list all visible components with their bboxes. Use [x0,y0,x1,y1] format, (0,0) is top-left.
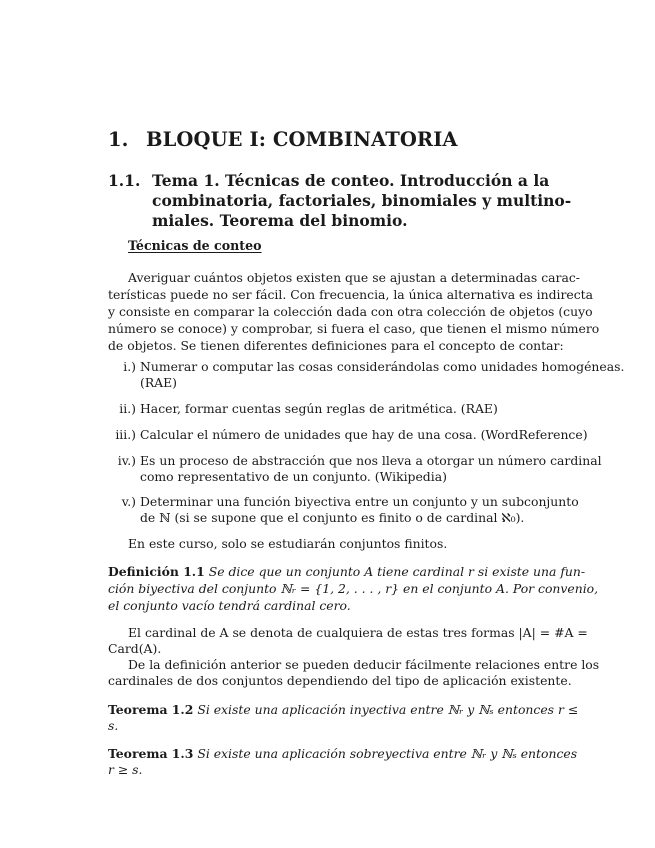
subsection-number: 1.1. [108,171,141,190]
intro-line: y consiste en comparar la colección dada con otra colección de objetos (cuyo [108,304,593,319]
list-item-text: Es un proceso de abstracción que nos lleva a otorgar un número cardinal [140,453,602,468]
theorem-3-line: r ≥ s. [108,762,143,777]
list-item-text: como representativo de un conjunto. (Wikipedia) [140,469,447,484]
list-item-text: (RAE) [140,375,177,390]
list-item-label: i.) [123,359,136,374]
subsection-title-line: combinatoria, factoriales, binomiales y multino- [152,191,572,210]
list-item-text: Numerar o computar las cosas considerándolas como unidades homogéneas. [140,359,625,374]
subsection-title-line: Tema 1. Técnicas de conteo. Introducción a la [152,171,550,190]
list-item-text: de ℕ (si se supone que el conjunto es finito o de cardinal ℵ₀). [140,510,525,525]
definition-label: Definición 1.1 [108,564,205,579]
theorem-3-label: Teorema 1.3 [108,746,194,761]
list-item-label: iv.) [117,453,136,468]
list-item-label: ii.) [119,401,136,416]
theorem-3-text: Si existe una aplicación sobreyectiva entre ℕᵣ y ℕₛ entonces [197,746,578,761]
theorem-2-line-1 [108,702,578,717]
paragraph-heading: Técnicas de conteo [128,238,262,253]
theorem-2-label: Teorema 1.2 [108,702,194,717]
intro-line: número se conoce) y comprobar, si fuera el caso, que tienen el mismo número [108,321,600,336]
definition-text: Se dice que un conjunto A tiene cardinal r si existe una fun- [208,564,586,579]
list-item-text: Calcular el número de unidades que hay de una cosa. (WordReference) [140,427,588,442]
course-note: En este curso, solo se estudiarán conjuntos finitos. [128,536,448,551]
section-title-text: BLOQUE I: COMBINATORIA [146,128,458,151]
theorem-3-line-1 [108,746,577,761]
section-number: 1. [108,128,129,151]
cardinal-line: De la definición anterior se pueden deducir fácilmente relaciones entre los [128,657,600,672]
list-item-text: Hacer, formar cuentas según reglas de aritmética. (RAE) [140,401,498,416]
list-item-label: iii.) [115,427,136,442]
cardinal-line: El cardinal de A se denota de cualquiera de estas tres formas |A| = #A = [128,625,588,640]
theorem-2-line: s. [108,718,119,733]
list-item-text: Determinar una función biyectiva entre un conjunto y un subconjunto [140,494,579,509]
cardinal-line: cardinales de dos conjuntos dependiendo del tipo de aplicación existente. [108,673,572,688]
definition-line: el conjunto vacío tendrá cardinal cero. [108,598,351,613]
subsection-title-line: miales. Teorema del binomio. [152,211,408,230]
intro-line: de objetos. Se tienen diferentes definiciones para el concepto de contar: [108,338,564,353]
intro-line: terísticas puede no ser fácil. Con frecuencia, la única alternativa es indirecta [108,287,594,302]
definition-line: ción biyectiva del conjunto ℕᵣ = {1, 2, . . . , r} en el conjunto A. Por convenio, [108,581,599,596]
list-item-label: v.) [121,494,136,509]
section-title [108,128,458,151]
definition-line-1 [108,564,585,579]
intro-line: Averiguar cuántos objetos existen que se ajustan a determinadas carac- [128,270,580,285]
cardinal-line: Card(A). [108,641,162,656]
theorem-2-text: Si existe una aplicación inyectiva entre ℕᵣ y ℕₛ entonces r ≤ [197,702,579,717]
